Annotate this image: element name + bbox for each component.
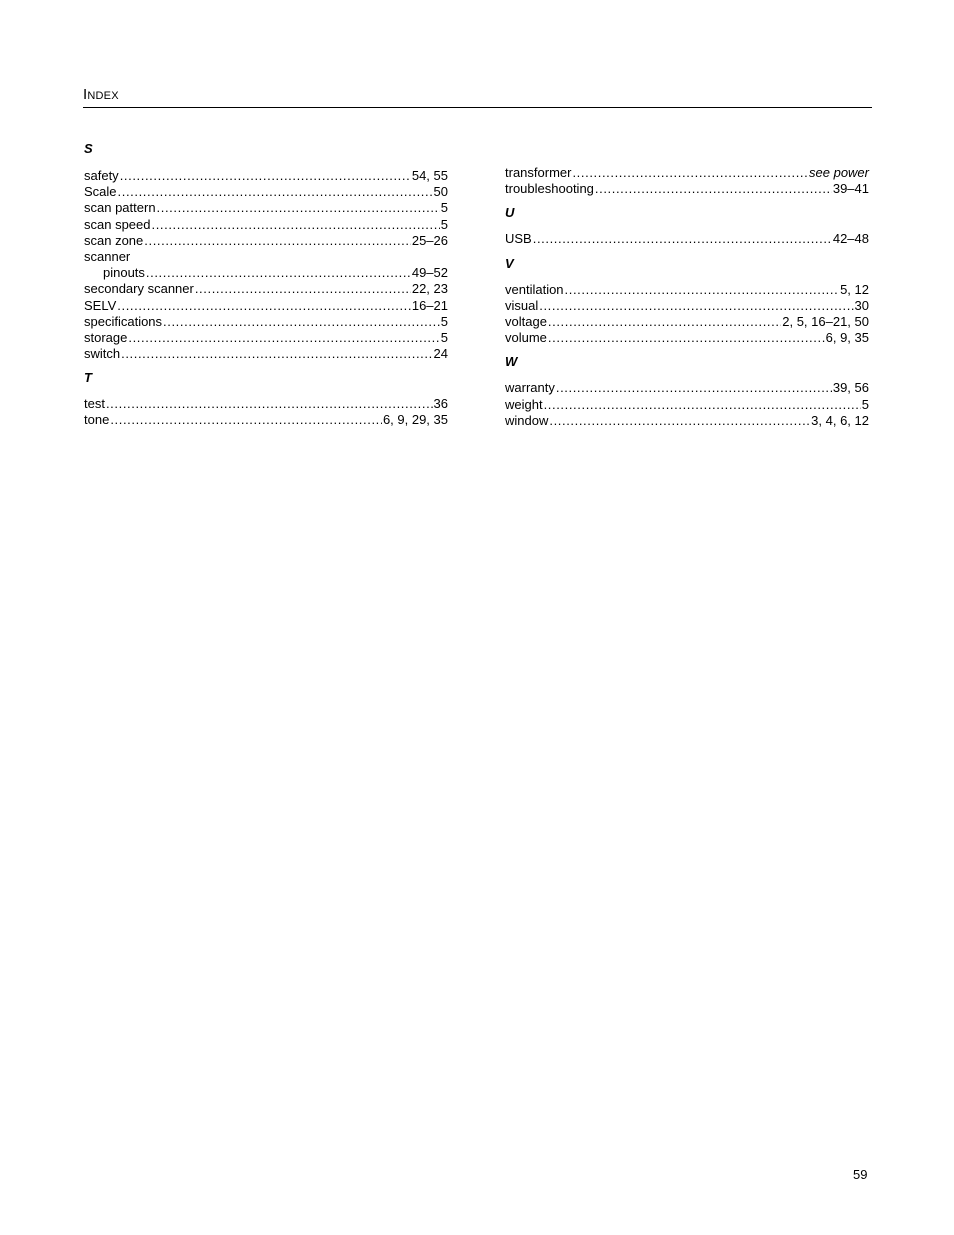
index-letter-heading: V (505, 255, 514, 271)
index-entry (84, 233, 448, 249)
index-column-left (84, 141, 448, 429)
index-entry (505, 397, 869, 413)
dot-leader (595, 181, 832, 197)
dot-leader (152, 217, 440, 233)
dot-leader (110, 412, 382, 428)
index-term: troubleshooting (505, 181, 594, 197)
index-page-refs: 30 (854, 297, 869, 313)
index-column-right (505, 165, 869, 429)
index-page-refs: 5 (440, 216, 448, 232)
dot-leader (157, 200, 440, 216)
index-page-refs: 5 (440, 200, 448, 216)
index-term: scanner (84, 248, 131, 264)
dot-leader (118, 184, 433, 200)
index-section (84, 370, 448, 428)
index-page-refs: 5 (440, 329, 448, 345)
index-entry (84, 330, 448, 346)
index-page-refs: 39–41 (832, 181, 869, 197)
index-term: pinouts (103, 265, 145, 281)
index-page-refs: 24 (433, 346, 448, 362)
index-entry (84, 298, 448, 314)
index-letter-heading: T (84, 370, 92, 386)
index-page-refs: 49–52 (411, 265, 448, 281)
dot-leader (544, 397, 861, 413)
index-page-refs: 50 (433, 184, 448, 200)
index-term: window (505, 412, 549, 428)
index-page-refs: 16–21 (411, 297, 448, 313)
index-section (505, 354, 869, 429)
index-term: weight (505, 396, 543, 412)
index-entry (505, 413, 869, 429)
page-title: Index (83, 86, 119, 103)
index-page-refs: 36 (433, 396, 448, 412)
index-term: warranty (505, 380, 555, 396)
index-term: scan speed (84, 216, 151, 232)
index-page-refs: 5 (861, 396, 869, 412)
page-number: 59 (853, 1167, 868, 1182)
index-entry (505, 165, 869, 181)
index-term: volume (505, 330, 547, 346)
index-entry (84, 346, 448, 362)
page-header (83, 86, 872, 108)
index-entry (84, 249, 448, 265)
dot-leader (117, 298, 411, 314)
index-page-refs: 3, 4, 6, 12 (811, 412, 869, 428)
index-term: USB (505, 231, 532, 247)
dot-leader (195, 281, 411, 297)
index-entry (84, 200, 448, 216)
index-page-refs: 5, 12 (840, 281, 869, 297)
index-page-refs: 42–48 (832, 231, 869, 247)
dot-leader (106, 396, 433, 412)
dot-leader (572, 165, 808, 181)
index-entry (84, 184, 448, 200)
dot-leader (548, 330, 825, 346)
index-term: safety (84, 168, 119, 183)
index-term: switch (84, 346, 121, 362)
index-section (505, 165, 869, 197)
dot-leader (163, 314, 440, 330)
index-entry (84, 265, 448, 281)
index-entry (505, 282, 869, 298)
index-entry (505, 330, 869, 346)
dot-leader (556, 380, 832, 396)
index-term: SELV (84, 297, 117, 313)
index-entry (84, 168, 448, 184)
index-entry (505, 231, 869, 247)
index-page-refs: see power (809, 165, 869, 180)
index-section (505, 205, 869, 247)
index-page-refs: 54, 55 (411, 168, 448, 183)
dot-leader (533, 231, 832, 247)
index-page-refs: 2, 5, 16–21, 50 (782, 313, 869, 329)
index-term: Scale (84, 184, 117, 200)
dot-leader (565, 282, 840, 298)
dot-leader (128, 330, 439, 346)
index-entry (84, 412, 448, 428)
index-term: voltage (505, 313, 547, 329)
dot-leader (549, 413, 810, 429)
index-term: storage (84, 329, 128, 345)
index-page-refs: 22, 23 (411, 281, 448, 297)
index-term: specifications (84, 313, 163, 329)
index-entry (505, 181, 869, 197)
index-term: scan pattern (84, 200, 156, 216)
index-entry (84, 396, 448, 412)
index-page-refs: 6, 9, 29, 35 (382, 412, 448, 428)
index-entry (505, 298, 869, 314)
index-page-refs: 6, 9, 35 (825, 330, 869, 346)
index-entry (84, 217, 448, 233)
index-letter-heading: U (505, 205, 515, 221)
dot-leader (146, 265, 411, 281)
dot-leader (120, 168, 411, 184)
index-term: visual (505, 297, 539, 313)
index-term: transformer (505, 165, 572, 180)
index-term: scan zone (84, 232, 144, 248)
index-letter-heading: S (84, 141, 93, 156)
index-entry (84, 314, 448, 330)
dot-leader (144, 233, 411, 249)
index-section (84, 141, 448, 362)
index-page-refs: 39, 56 (832, 380, 869, 396)
index-entry (505, 314, 869, 330)
index-page-refs: 25–26 (411, 232, 448, 248)
index-letter-heading: W (505, 354, 518, 370)
index-entry (505, 380, 869, 396)
dot-leader (539, 298, 853, 314)
index-term: secondary scanner (84, 281, 194, 297)
index-section (505, 256, 869, 347)
dot-leader (548, 314, 781, 330)
index-term: tone (84, 412, 110, 428)
dot-leader (121, 346, 432, 362)
index-entry (84, 281, 448, 297)
index-page-refs: 5 (440, 313, 448, 329)
index-term: test (84, 396, 105, 412)
index-term: ventilation (505, 281, 564, 297)
